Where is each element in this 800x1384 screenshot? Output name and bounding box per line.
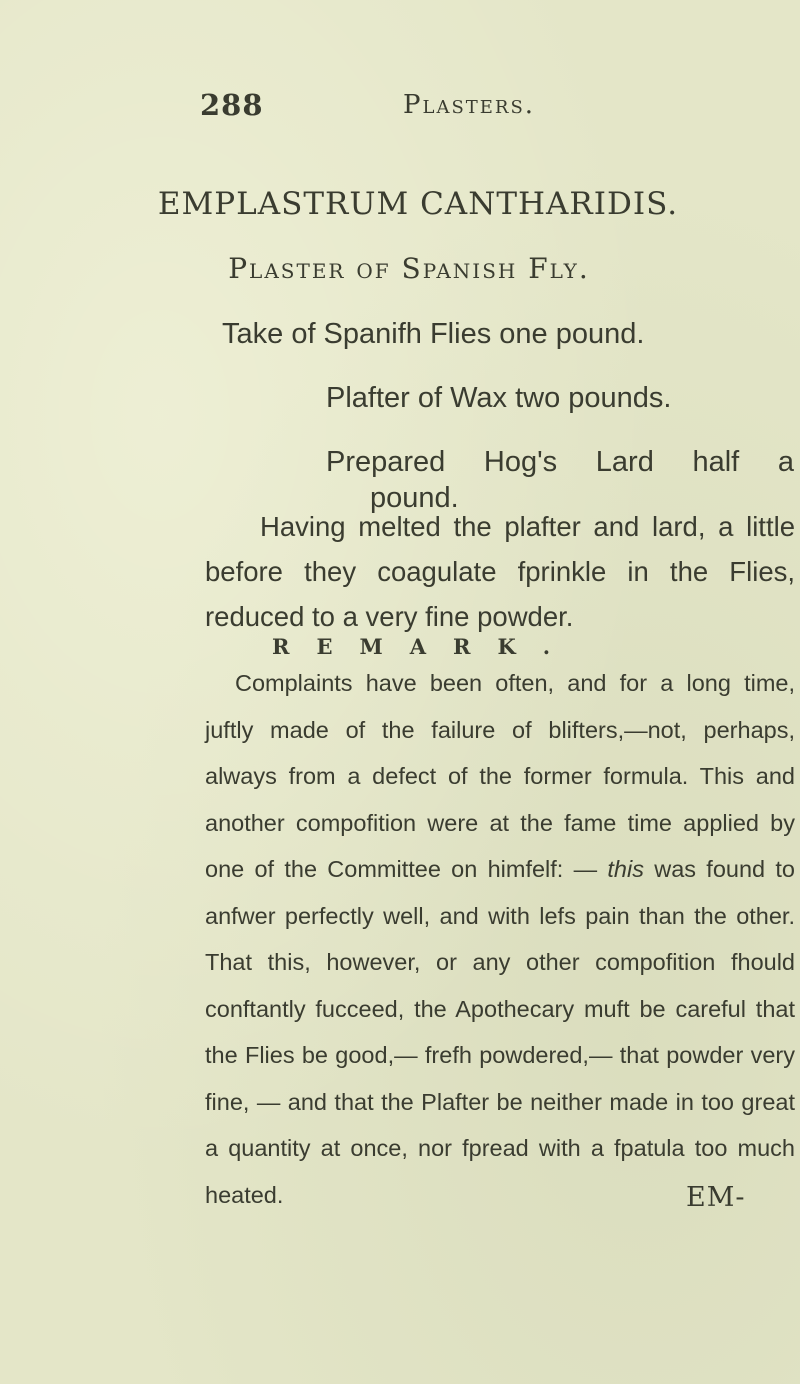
directions-paragraph: Having melted the plafter and lard, a little before they coagulate fprinkle in the Flies, reduced to a very fine powder. <box>205 511 795 632</box>
ingredient-spanish-flies: Take of Spanifh Flies one pound. <box>222 318 645 350</box>
remark-text-part-2: was found to anfwer perfectly well, and with lefs pain than the other. That this, however, or any other compofition fhould conftantly fucceed, the Apothecary muft be careful that the Flies be good,— frefh powdered,— that powder very fine, — and that the Plafter be neither made in too great a quantity at once, nor fpread with a fpatula too much heated. <box>205 856 795 1208</box>
ingredient-hogs-lard-continued: pound. <box>370 482 459 514</box>
recipe-title: EMPLASTRUM CANTHARIDIS. <box>157 186 679 222</box>
catchword: EM- <box>686 1182 746 1213</box>
remark-italic-word: this <box>607 856 644 882</box>
remark-text-part-1: Complaints have been often, and for a long time, juftly made of the failure of blifters,—not, perhaps, always from a defect of the former formula. This and another compofition were at the fame time applied by one of the Committee on himfelf: — <box>205 670 795 882</box>
remark-heading: REMARK. <box>272 634 578 659</box>
ingredient-plaster-of-wax: Plafter of Wax two pounds. <box>326 382 672 414</box>
remark-paragraph <box>205 660 795 1218</box>
recipe-subtitle: Plaster of Spanish Fly. <box>228 252 590 285</box>
ingredient-hogs-lard: Prepared Hog's Lard half a <box>326 446 794 478</box>
page-number: 288 <box>200 88 264 122</box>
running-head: Plasters. <box>403 90 536 120</box>
page-header <box>0 88 800 128</box>
